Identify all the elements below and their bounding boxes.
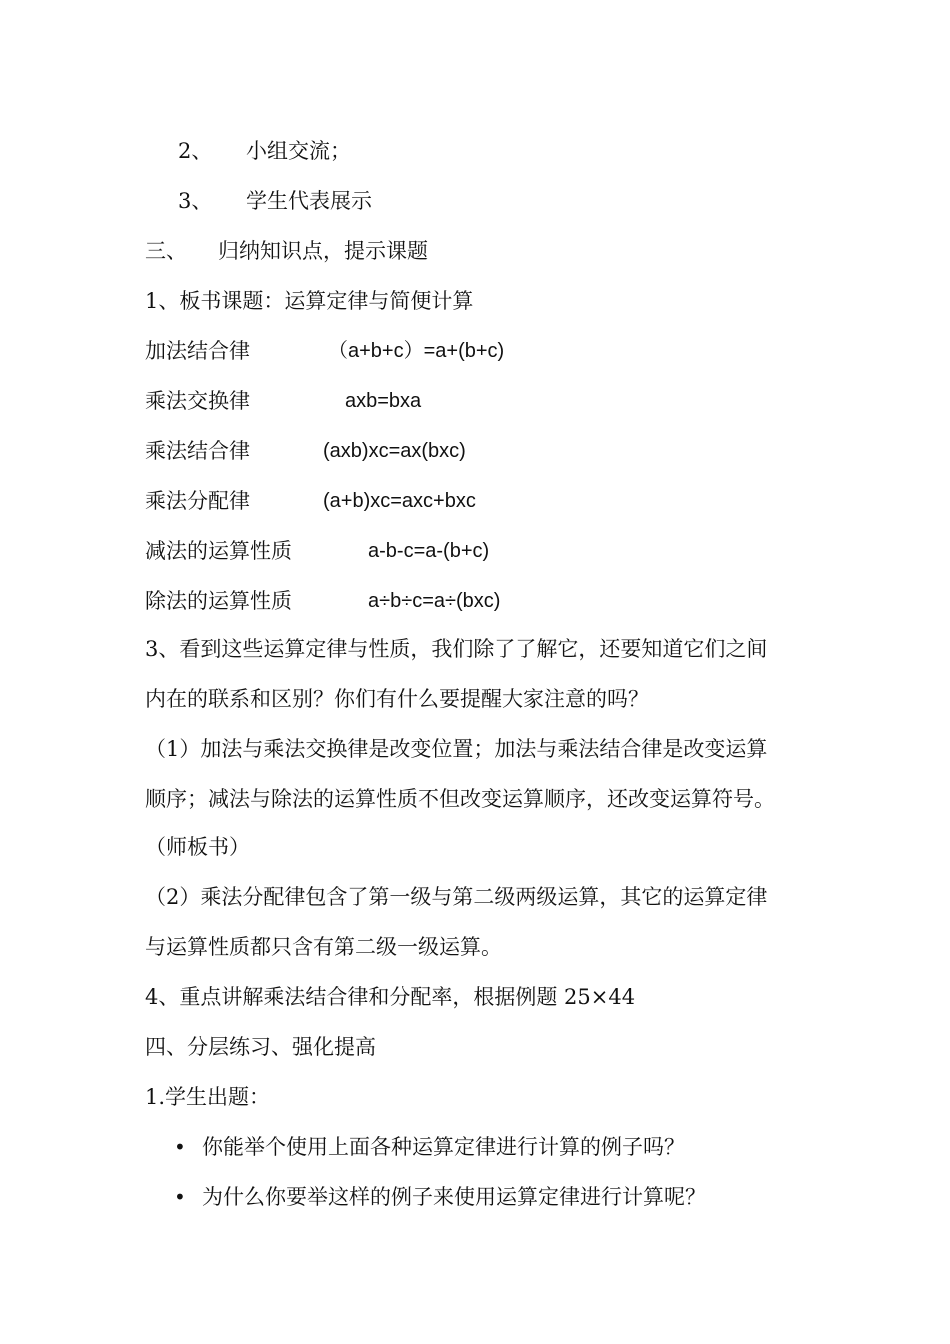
item-1-title: 1、板书课题：运算定律与简便计算 [145,289,474,313]
law-name: 乘法结合律 [145,439,250,463]
step-2 [178,136,212,166]
law-formula: (a+b)xc=axc+bxc [323,490,476,512]
section-4-heading: 四、分层练习、强化提高 [145,1035,376,1059]
section-3-heading: 归纳知识点，提示课题 [218,239,428,263]
law-name: 乘法分配律 [145,489,250,513]
paragraph-line: 与运算性质都只含有第二级一级运算。 [145,935,502,959]
paragraph-line: （2）乘法分配律包含了第一级与第二级两级运算，其它的运算定律 [145,885,768,909]
step-number: 2、 [178,139,213,163]
law-formula: (axb)xc=ax(bxc) [323,440,466,462]
paragraph-line: 内在的联系和区别？你们有什么要提醒大家注意的吗？ [145,687,649,711]
law-formula: a÷b÷c=a÷(bxc) [368,590,501,612]
step-2-text: 小组交流； [246,139,351,163]
law-formula: a-b-c=a-(b+c) [368,540,490,562]
law-name: 减法的运算性质 [145,539,292,563]
law-formula: axb=bxa [345,390,422,412]
paragraph-line: （1）加法与乘法交换律是改变位置；加法与乘法结合律是改变运算 [145,737,768,761]
paragraph-line: 3、看到这些运算定律与性质，我们除了了解它，还要知道它们之间 [145,637,768,661]
bullet-dot-icon: • [174,1135,186,1159]
paragraph-line: （师板书） [145,835,250,859]
law-name: 加法结合律 [145,339,250,363]
law-name: 乘法交换律 [145,389,250,413]
bullet-item: 你能举个使用上面各种运算定律进行计算的例子吗？ [202,1135,685,1159]
step-3 [178,186,212,216]
item-1-students: 1.学生出题： [145,1085,271,1109]
step-number: 3、 [178,189,213,213]
paragraph-line: 顺序；减法与除法的运算性质不但改变运算顺序，还改变运算符号。 [145,787,775,811]
law-formula: （a+b+c）=a+(b+c) [328,340,505,362]
bullet-item: 为什么你要举这样的例子来使用运算定律进行计算呢？ [202,1185,706,1209]
step-3-text: 学生代表展示 [246,189,372,213]
paragraph-line: 4、重点讲解乘法结合律和分配率，根据例题 25×44 [145,985,636,1009]
law-name: 除法的运算性质 [145,589,292,613]
bullet-dot-icon: • [174,1185,186,1209]
section-3-number: 三、 [145,239,187,263]
